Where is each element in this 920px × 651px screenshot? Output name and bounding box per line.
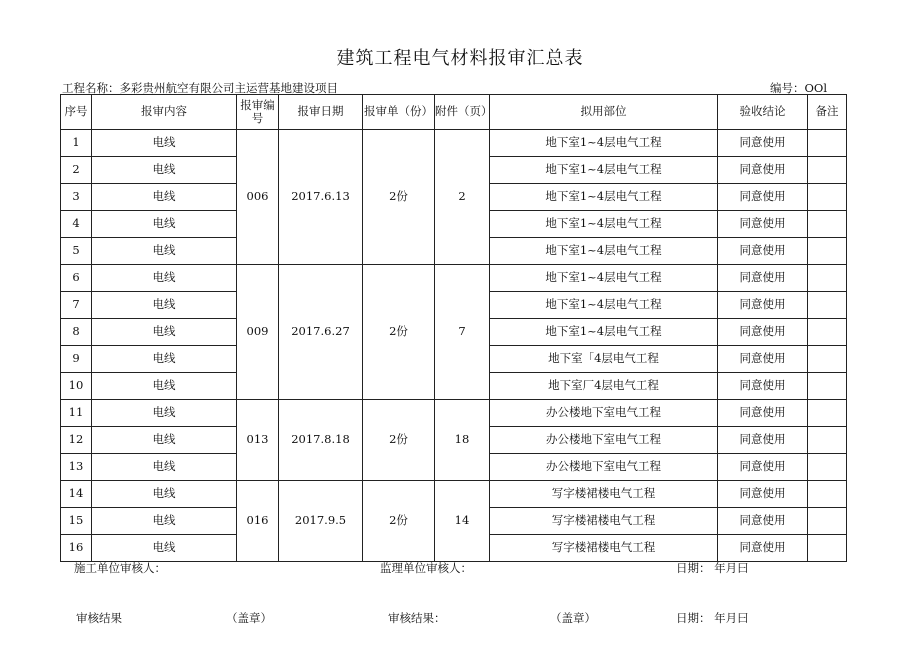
cell-result: 同意使用 — [718, 346, 808, 373]
cell-result: 同意使用 — [718, 157, 808, 184]
cell-content: 电线 — [92, 427, 237, 454]
cell-remark — [808, 427, 847, 454]
cell-location: 地下室1~4层电气工程 — [490, 319, 718, 346]
cell-result: 同意使用 — [718, 265, 808, 292]
cell-content: 电线 — [92, 508, 237, 535]
cell-pages: 2 — [435, 130, 490, 265]
cell-seq: 8 — [61, 319, 92, 346]
cell-date: 2017.6.27 — [279, 265, 363, 400]
cell-remark — [808, 373, 847, 400]
cell-seq: 10 — [61, 373, 92, 400]
cell-content: 电线 — [92, 238, 237, 265]
cell-result: 同意使用 — [718, 454, 808, 481]
document-title: 建筑工程电气材料报审汇总表 — [336, 48, 584, 69]
cell-location: 地下室1~4层电气工程 — [490, 157, 718, 184]
table-row — [61, 400, 847, 427]
cell-seq: 6 — [61, 265, 92, 292]
cell-location: 地下室厂4层电气工程 — [490, 373, 718, 400]
table-row — [61, 130, 847, 157]
supervisor-reviewer-label: 监理单位审核人： — [380, 561, 472, 575]
cell-date: 2017.8.18 — [279, 400, 363, 481]
cell-remark — [808, 346, 847, 373]
header-location: 拟用部位 — [490, 95, 718, 130]
review-date-label: 日期： 年月曰 — [676, 561, 749, 575]
cell-result: 同意使用 — [718, 130, 808, 157]
cell-seq: 2 — [61, 157, 92, 184]
summary-table — [60, 94, 847, 562]
cell-result: 同意使用 — [718, 319, 808, 346]
cell-location: 地下室1~4层电气工程 — [490, 265, 718, 292]
cell-content: 电线 — [92, 454, 237, 481]
cell-remark — [808, 238, 847, 265]
cell-location: 写字楼裙楼电气工程 — [490, 481, 718, 508]
cell-copies: 2份 — [363, 400, 435, 481]
cell-location: 地下室1~4层电气工程 — [490, 292, 718, 319]
header-remark: 备注 — [808, 95, 847, 130]
header-copies: 报审单（份） — [363, 95, 435, 130]
cell-result: 同意使用 — [718, 238, 808, 265]
cell-location: 地下室1~4层电气工程 — [490, 130, 718, 157]
cell-seq: 16 — [61, 535, 92, 562]
cell-date: 2017.9.5 — [279, 481, 363, 562]
header-date: 报审日期 — [279, 95, 363, 130]
cell-result: 同意使用 — [718, 211, 808, 238]
cell-pages: 18 — [435, 400, 490, 481]
cell-remark — [808, 319, 847, 346]
cell-seq: 5 — [61, 238, 92, 265]
header-seq: 序号 — [61, 95, 92, 130]
cell-remark — [808, 508, 847, 535]
cell-seq: 4 — [61, 211, 92, 238]
cell-seq: 15 — [61, 508, 92, 535]
cell-location: 地下室「4层电气工程 — [490, 346, 718, 373]
cell-content: 电线 — [92, 265, 237, 292]
cell-remark — [808, 157, 847, 184]
cell-pages: 14 — [435, 481, 490, 562]
cell-remark — [808, 265, 847, 292]
cell-seq: 7 — [61, 292, 92, 319]
cell-location: 办公楼地下室电气工程 — [490, 400, 718, 427]
cell-result: 同意使用 — [718, 481, 808, 508]
result-date-label: 日期： 年月曰 — [676, 611, 749, 625]
header-code: 报审编号 — [237, 95, 279, 130]
cell-code: 006 — [237, 130, 279, 265]
cell-remark — [808, 211, 847, 238]
cell-date: 2017.6.13 — [279, 130, 363, 265]
cell-location: 办公楼地下室电气工程 — [490, 427, 718, 454]
supervisor-result-label: 审核结果： — [388, 611, 446, 625]
cell-location: 地下室1~4层电气工程 — [490, 211, 718, 238]
header-content: 报审内容 — [92, 95, 237, 130]
project-name: 工程名称：多彩贵州航空有限公司主运营基地建设项目 — [62, 81, 338, 95]
cell-location: 办公楼地下室电气工程 — [490, 454, 718, 481]
cell-content: 电线 — [92, 346, 237, 373]
cell-content: 电线 — [92, 481, 237, 508]
cell-copies: 2份 — [363, 481, 435, 562]
cell-code: 009 — [237, 265, 279, 400]
header-row — [61, 95, 847, 130]
cell-result: 同意使用 — [718, 508, 808, 535]
cell-content: 电线 — [92, 535, 237, 562]
cell-location: 写字楼裙楼电气工程 — [490, 508, 718, 535]
cell-code: 013 — [237, 400, 279, 481]
cell-pages: 7 — [435, 265, 490, 400]
cell-seq: 1 — [61, 130, 92, 157]
header-result: 验收结论 — [718, 95, 808, 130]
cell-copies: 2份 — [363, 265, 435, 400]
cell-result: 同意使用 — [718, 427, 808, 454]
cell-remark — [808, 535, 847, 562]
cell-copies: 2份 — [363, 130, 435, 265]
cell-seq: 9 — [61, 346, 92, 373]
cell-remark — [808, 130, 847, 157]
cell-location: 地下室1~4层电气工程 — [490, 184, 718, 211]
header-pages: 附件（页） — [435, 95, 490, 130]
supervisor-seal-label: （盖章） — [550, 611, 596, 625]
cell-location: 地下室1~4层电气工程 — [490, 238, 718, 265]
table-row — [61, 265, 847, 292]
cell-content: 电线 — [92, 130, 237, 157]
cell-result: 同意使用 — [718, 400, 808, 427]
cell-remark — [808, 292, 847, 319]
contractor-result-label: 审核结果 — [76, 611, 122, 625]
cell-remark — [808, 481, 847, 508]
cell-content: 电线 — [92, 400, 237, 427]
cell-content: 电线 — [92, 373, 237, 400]
cell-content: 电线 — [92, 184, 237, 211]
cell-location: 写字楼裙楼电气工程 — [490, 535, 718, 562]
cell-content: 电线 — [92, 211, 237, 238]
document-number: 编号：OOl — [770, 81, 828, 95]
cell-result: 同意使用 — [718, 292, 808, 319]
cell-result: 同意使用 — [718, 184, 808, 211]
cell-content: 电线 — [92, 157, 237, 184]
table-row — [61, 481, 847, 508]
cell-remark — [808, 454, 847, 481]
cell-seq: 12 — [61, 427, 92, 454]
cell-seq: 3 — [61, 184, 92, 211]
contractor-reviewer-label: 施工单位审核人： — [74, 561, 166, 575]
cell-content: 电线 — [92, 292, 237, 319]
cell-result: 同意使用 — [718, 535, 808, 562]
cell-content: 电线 — [92, 319, 237, 346]
cell-seq: 14 — [61, 481, 92, 508]
cell-seq: 11 — [61, 400, 92, 427]
cell-seq: 13 — [61, 454, 92, 481]
cell-remark — [808, 400, 847, 427]
contractor-seal-label: （盖章） — [226, 611, 272, 625]
cell-code: 016 — [237, 481, 279, 562]
cell-remark — [808, 184, 847, 211]
cell-result: 同意使用 — [718, 373, 808, 400]
